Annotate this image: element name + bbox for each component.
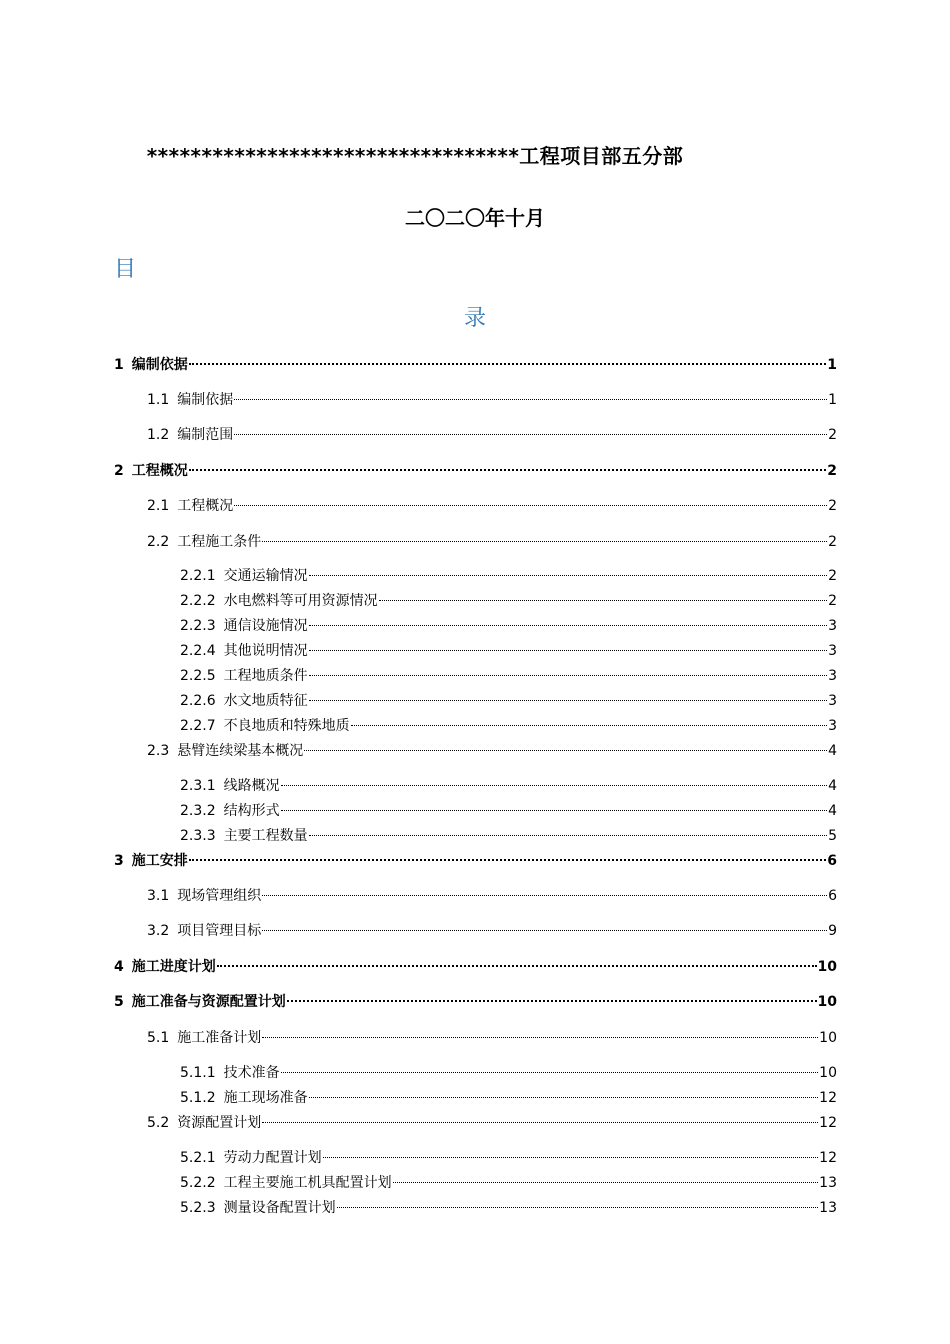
toc-dot-leader <box>287 1000 817 1002</box>
toc-entry-number: 2.3.2 <box>180 803 216 819</box>
toc-dot-leader <box>309 1097 819 1098</box>
toc-dot-leader <box>323 1157 819 1158</box>
toc-entry-title: 悬臂连续梁基本概况 <box>177 743 304 759</box>
toc-entry-number: 2.2.6 <box>180 693 216 709</box>
toc-entry-page: 12 <box>819 1150 837 1166</box>
toc-dot-leader <box>262 1037 818 1038</box>
toc-entry-number: 2.2.7 <box>180 718 216 734</box>
organization-title: **********************************工程项目部五分部 <box>146 144 684 168</box>
toc-dot-leader <box>234 505 827 506</box>
toc-entry-page: 12 <box>819 1090 837 1106</box>
toc-entry[interactable] <box>114 992 837 1012</box>
toc-entry-page: 2 <box>828 427 837 443</box>
toc-dot-leader <box>281 1072 819 1073</box>
toc-entry-page: 3 <box>828 668 837 684</box>
toc-entry-number: 5.1.2 <box>180 1090 216 1106</box>
toc-entry-page: 10 <box>817 959 837 975</box>
toc-dot-leader <box>281 785 827 786</box>
document-date: 二〇二〇年十月 <box>405 206 545 230</box>
toc-entry[interactable] <box>180 616 837 636</box>
toc-entry-number: 3.2 <box>147 923 170 939</box>
toc-entry-page: 1 <box>827 357 837 373</box>
toc-entry-page: 3 <box>828 643 837 659</box>
toc-entry-title: 编制范围 <box>177 427 234 443</box>
toc-entry-number: 1 <box>114 357 124 373</box>
toc-entry-number: 2.3.1 <box>180 778 216 794</box>
toc-entry-page: 10 <box>819 1030 837 1046</box>
toc-entry-title: 工程概况 <box>177 498 234 514</box>
toc-entry-page: 13 <box>819 1175 837 1191</box>
toc-entry-page: 3 <box>828 693 837 709</box>
toc-entry-title: 劳动力配置计划 <box>223 1150 322 1166</box>
toc-entry-number: 5.2.1 <box>180 1150 216 1166</box>
toc-entry-number: 2 <box>114 463 124 479</box>
toc-entry-number: 5.2.2 <box>180 1175 216 1191</box>
toc-dot-leader <box>262 541 827 542</box>
toc-entry-page: 9 <box>828 923 837 939</box>
toc-entry[interactable] <box>114 461 837 481</box>
toc-entry-title: 现场管理组织 <box>177 888 262 904</box>
toc-entry[interactable] <box>180 826 837 846</box>
toc-entry-title: 不良地质和特殊地质 <box>223 718 350 734</box>
toc-entry-title: 水文地质特征 <box>223 693 308 709</box>
toc-entry-number: 2.2.3 <box>180 618 216 634</box>
toc-entry-number: 5.1 <box>147 1030 170 1046</box>
toc-entry[interactable] <box>147 886 837 906</box>
toc-dot-leader <box>309 650 827 651</box>
toc-entry-number: 2.2 <box>147 534 170 550</box>
toc-dot-leader <box>217 965 817 967</box>
toc-dot-leader <box>309 835 827 836</box>
toc-entry[interactable] <box>180 1198 837 1218</box>
toc-entry-number: 2.2.2 <box>180 593 216 609</box>
toc-entry-page: 4 <box>828 803 837 819</box>
toc-entry-page: 2 <box>828 568 837 584</box>
toc-dot-leader <box>393 1182 819 1183</box>
toc-entry-page: 10 <box>817 994 837 1010</box>
toc-entry-number: 5 <box>114 994 124 1010</box>
toc-dot-leader <box>309 625 827 626</box>
toc-entry-number: 3 <box>114 853 124 869</box>
toc-entry-page: 2 <box>828 593 837 609</box>
toc-entry[interactable] <box>180 776 837 796</box>
toc-entry[interactable] <box>180 801 837 821</box>
toc-dot-leader <box>234 434 827 435</box>
toc-entry-page: 12 <box>819 1115 837 1131</box>
toc-entry-page: 1 <box>828 392 837 408</box>
toc-dot-leader <box>351 725 827 726</box>
toc-entry-page: 2 <box>828 498 837 514</box>
toc-entry-title: 线路概况 <box>223 778 280 794</box>
toc-entry-number: 2.3.3 <box>180 828 216 844</box>
toc-entry-page: 3 <box>828 718 837 734</box>
toc-entry[interactable] <box>114 851 837 871</box>
toc-entry-number: 2.2.5 <box>180 668 216 684</box>
toc-entry-page: 6 <box>828 888 837 904</box>
toc-entry-title: 工程主要施工机具配置计划 <box>223 1175 392 1191</box>
toc-entry[interactable] <box>180 1173 837 1193</box>
toc-entry-title: 施工准备计划 <box>177 1030 262 1046</box>
toc-entry[interactable] <box>147 1028 837 1048</box>
toc-dot-leader <box>379 600 827 601</box>
toc-entry-title: 交通运输情况 <box>223 568 308 584</box>
toc-dot-leader <box>337 1207 819 1208</box>
toc-entry-page: 13 <box>819 1200 837 1216</box>
toc-entry-page: 4 <box>828 778 837 794</box>
toc-dot-leader <box>309 575 827 576</box>
toc-entry[interactable] <box>180 666 837 686</box>
toc-entry-page: 3 <box>828 618 837 634</box>
toc-entry-title: 测量设备配置计划 <box>223 1200 336 1216</box>
toc-entry-number: 1.2 <box>147 427 170 443</box>
toc-entry-number: 3.1 <box>147 888 170 904</box>
toc-dot-leader <box>304 750 827 751</box>
toc-entry[interactable] <box>180 1088 837 1108</box>
toc-entry[interactable] <box>147 921 837 941</box>
toc-entry[interactable] <box>180 641 837 661</box>
toc-entry[interactable] <box>180 591 837 611</box>
toc-dot-leader <box>189 469 827 471</box>
toc-entry-title: 施工准备与资源配置计划 <box>131 994 286 1010</box>
toc-entry[interactable] <box>147 741 837 761</box>
toc-entry-page: 4 <box>828 743 837 759</box>
toc-entry-title: 工程施工条件 <box>177 534 262 550</box>
toc-entry-page: 2 <box>828 534 837 550</box>
toc-entry-title: 施工进度计划 <box>131 959 216 975</box>
toc-entry-number: 5.2.3 <box>180 1200 216 1216</box>
toc-entry-title: 资源配置计划 <box>177 1115 262 1131</box>
toc-entry-title: 施工现场准备 <box>223 1090 308 1106</box>
toc-dot-leader <box>281 810 827 811</box>
toc-dot-leader <box>234 399 827 400</box>
toc-dot-leader <box>262 895 827 896</box>
toc-entry-number: 2.2.4 <box>180 643 216 659</box>
toc-entry-number: 5.2 <box>147 1115 170 1131</box>
toc-entry-number: 2.3 <box>147 743 170 759</box>
toc-entry-title: 编制依据 <box>177 392 234 408</box>
toc-entry-title: 其他说明情况 <box>223 643 308 659</box>
toc-entry[interactable] <box>147 532 837 552</box>
toc-entry[interactable] <box>147 496 837 516</box>
toc-entry-title: 主要工程数量 <box>223 828 308 844</box>
toc-entry[interactable] <box>180 1148 837 1168</box>
toc-entry-title: 结构形式 <box>223 803 280 819</box>
toc-entry-number: 2.1 <box>147 498 170 514</box>
toc-entry-number: 1.1 <box>147 392 170 408</box>
toc-entry-title: 项目管理目标 <box>177 923 262 939</box>
toc-entry-number: 5.1.1 <box>180 1065 216 1081</box>
toc-entry[interactable] <box>180 566 837 586</box>
toc-entry[interactable] <box>180 1063 837 1083</box>
toc-entry-number: 4 <box>114 959 124 975</box>
toc-dot-leader <box>189 859 827 861</box>
toc-dot-leader <box>262 1122 818 1123</box>
toc-entry[interactable] <box>147 425 837 445</box>
toc-entry-page: 5 <box>828 828 837 844</box>
toc-entry[interactable] <box>114 957 837 977</box>
toc-entry-title: 工程地质条件 <box>223 668 308 684</box>
toc-entry[interactable] <box>147 1113 837 1133</box>
toc-entry-title: 通信设施情况 <box>223 618 308 634</box>
toc-entry[interactable] <box>147 390 837 410</box>
toc-entry-page: 6 <box>827 853 837 869</box>
toc-entry-title: 水电燃料等可用资源情况 <box>223 593 378 609</box>
toc-entry-title: 施工安排 <box>131 853 188 869</box>
toc-heading-part2: 录 <box>463 306 486 331</box>
toc-entry[interactable] <box>180 691 837 711</box>
toc-entry-title: 技术准备 <box>223 1065 280 1081</box>
toc-heading-part1: 目 <box>114 257 137 282</box>
toc-entry-title: 编制依据 <box>131 357 188 373</box>
toc-dot-leader <box>309 700 827 701</box>
toc-dot-leader <box>309 675 827 676</box>
toc-entry-title: 工程概况 <box>131 463 188 479</box>
toc-entry-number: 2.2.1 <box>180 568 216 584</box>
toc-entry-page: 2 <box>827 463 837 479</box>
toc-dot-leader <box>262 930 827 931</box>
toc-entry[interactable] <box>180 716 837 736</box>
toc-dot-leader <box>189 363 827 365</box>
toc-entry-page: 10 <box>819 1065 837 1081</box>
toc-entry[interactable] <box>114 355 837 375</box>
